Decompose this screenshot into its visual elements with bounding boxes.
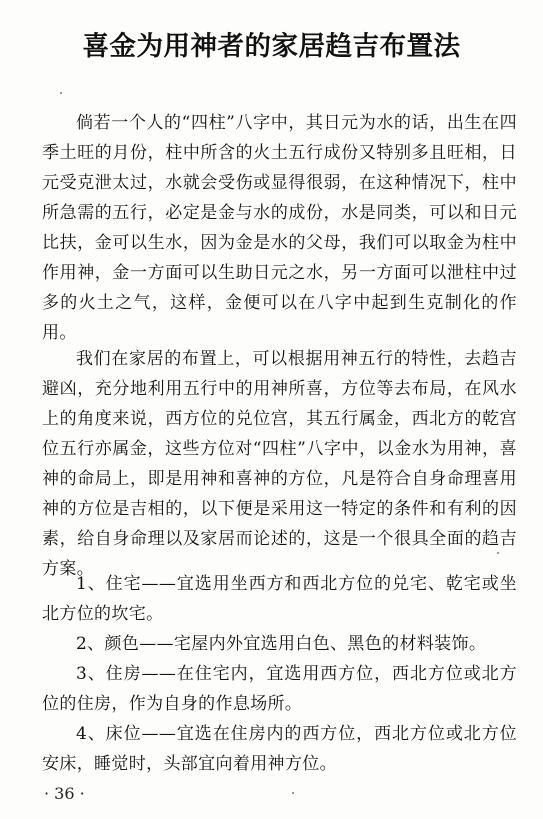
body-paragraph-1: 倘若一个人的“四柱”八字中，其日元为水的话，出生在四季土旺的月份，柱中所含的火土五行成份又特别多且旺相，日元受克泄太过，水就会受伤或显得很弱，在这种情况下，柱中所急需的五行，必定是金与水的成份，水是同类，可以和日元比扶，金可以生水，因为金是水的父母，我们可以取金为柱中作用神，金一方面可以生助日元之水，另一方面可以泄柱中过多的火土之气，这样，金便可以在八字中起到生克制化的作用。	[42, 113, 517, 343]
list-item: 3、住房——在住宅内，宜选用西方位，西北方位或北方位的住房，作为自身的作息场所。	[42, 664, 517, 714]
scan-speck	[292, 792, 294, 794]
list-item: 4、床位——宜选在住房内的西方位，西北方位或北方位安床，睡觉时，头部宜向着用神方位。	[42, 724, 517, 774]
body-paragraph-2: 我们在家居的布置上，可以根据用神五行的特性，去趋吉避凶，充分地利用五行中的用神所喜，方位等去布局，在风水上的角度来说，西方位的兑位宫，其五行属金，西北方的乾宫位五行亦属金，这些方位对“四柱”八字中，以金水为用神，喜神的命局上，即是用神和喜神的方位，凡是符合自身命理喜用神的方位是吉相的，以下便是采用这一特定的条件和有利的因素，给自身命理以及家居而论述的，这是一个很具全面的趋吉方案。	[42, 349, 517, 579]
recommendation-list	[42, 569, 517, 779]
body-paragraph-2-block	[42, 344, 517, 584]
scan-speck	[60, 92, 62, 94]
scan-speck	[497, 552, 499, 554]
body-paragraph-1-block	[42, 108, 517, 348]
list-item: 1、住宅——宜选用坐西方和西北方位的兑宅、乾宅或坐北方位的坎宅。	[42, 574, 517, 624]
page-title: 喜金为用神者的家居趋吉布置法	[82, 31, 461, 62]
page-number: · 36 ·	[44, 784, 85, 803]
list-item: 2、颜色——宅屋内外宜选用白色、黑色的材料装饰。	[76, 634, 487, 654]
